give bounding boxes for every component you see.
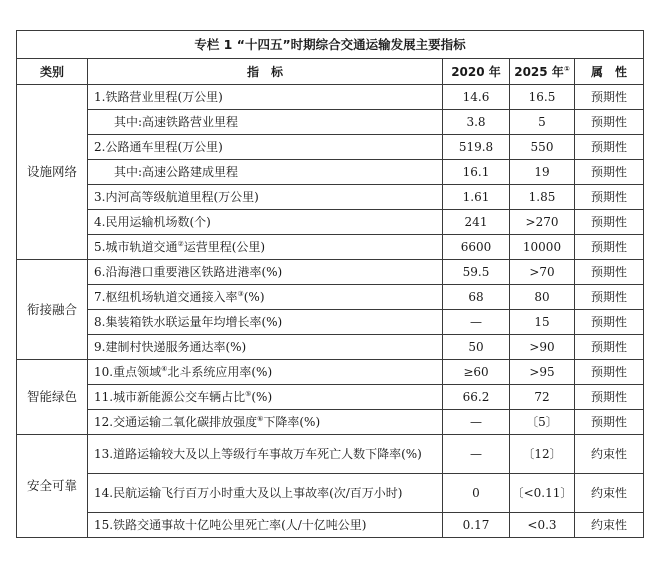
attribute-cell: 约束性 bbox=[575, 474, 644, 513]
header-2020: 2020 年 bbox=[443, 59, 510, 85]
indicator-cell: 9.建制村快递服务通达率(%) bbox=[88, 335, 443, 360]
value-2025: >70 bbox=[510, 260, 575, 285]
header-indicator: 指 标 bbox=[88, 59, 443, 85]
indicator-cell: 8.集装箱铁水联运量年均增长率(%) bbox=[88, 310, 443, 335]
value-2025: 550 bbox=[510, 135, 575, 160]
value-2025: >270 bbox=[510, 210, 575, 235]
indicator-cell: 15.铁路交通事故十亿吨公里死亡率(人/十亿吨公里) bbox=[88, 513, 443, 538]
value-2025: 1.85 bbox=[510, 185, 575, 210]
table-row bbox=[17, 260, 644, 285]
value-2020: 68 bbox=[443, 285, 510, 310]
indicator-cell bbox=[88, 385, 443, 410]
indicator-cell: 其中:高速公路建成里程 bbox=[88, 160, 443, 185]
table-row bbox=[17, 385, 644, 410]
value-2025: >90 bbox=[510, 335, 575, 360]
attribute-cell: 预期性 bbox=[575, 285, 644, 310]
attribute-cell: 预期性 bbox=[575, 85, 644, 110]
table-row bbox=[17, 160, 644, 185]
table-row bbox=[17, 310, 644, 335]
indicators-table bbox=[16, 30, 644, 538]
indicator-text: 7.枢纽机场轨道交通接入率 bbox=[94, 290, 238, 304]
indicator-text: 北斗系统应用率(%) bbox=[167, 365, 273, 379]
value-2020: — bbox=[443, 410, 510, 435]
table-row bbox=[17, 513, 644, 538]
value-2025: 〔<0.11〕 bbox=[510, 474, 575, 513]
header-2025-label: 2025 年 bbox=[514, 64, 564, 79]
category-smart-green: 智能绿色 bbox=[17, 360, 88, 435]
indicator-cell: 2.公路通车里程(万公里) bbox=[88, 135, 443, 160]
value-2020: 0.17 bbox=[443, 513, 510, 538]
table-row bbox=[17, 85, 644, 110]
indicator-text: 12.交通运输二氧化碳排放强度 bbox=[94, 415, 258, 429]
footnote-mark: ① bbox=[563, 64, 570, 73]
value-2020: 1.61 bbox=[443, 185, 510, 210]
value-2025: 〔5〕 bbox=[510, 410, 575, 435]
indicator-cell: 1.铁路营业里程(万公里) bbox=[88, 85, 443, 110]
table-row bbox=[17, 285, 644, 310]
footnote-mark: ③ bbox=[237, 290, 244, 298]
indicator-cell bbox=[88, 285, 443, 310]
header-category: 类别 bbox=[17, 59, 88, 85]
table-row bbox=[17, 185, 644, 210]
value-2020: 241 bbox=[443, 210, 510, 235]
value-2025: >95 bbox=[510, 360, 575, 385]
table-row bbox=[17, 110, 644, 135]
footnote-mark: ⑤ bbox=[245, 390, 252, 398]
indicator-cell: 其中:高速铁路营业里程 bbox=[88, 110, 443, 135]
indicator-text: 11.城市新能源公交车辆占比 bbox=[94, 390, 246, 404]
attribute-cell: 约束性 bbox=[575, 513, 644, 538]
footnote-mark: ② bbox=[177, 240, 184, 248]
value-2020: 0 bbox=[443, 474, 510, 513]
attribute-cell: 预期性 bbox=[575, 185, 644, 210]
value-2020: 14.6 bbox=[443, 85, 510, 110]
indicator-text: 运营里程(公里) bbox=[183, 240, 266, 254]
value-2020: — bbox=[443, 310, 510, 335]
value-2020: 3.8 bbox=[443, 110, 510, 135]
indicator-cell: 4.民用运输机场数(个) bbox=[88, 210, 443, 235]
attribute-cell: 预期性 bbox=[575, 260, 644, 285]
value-2025: 10000 bbox=[510, 235, 575, 260]
category-integration: 衔接融合 bbox=[17, 260, 88, 360]
value-2020: ≥60 bbox=[443, 360, 510, 385]
indicator-text: 10.重点领域 bbox=[94, 365, 162, 379]
table-row bbox=[17, 335, 644, 360]
indicator-text: 5.城市轨道交通 bbox=[94, 240, 178, 254]
value-2025: <0.3 bbox=[510, 513, 575, 538]
footnote-mark: ⑥ bbox=[257, 415, 264, 423]
value-2025: 80 bbox=[510, 285, 575, 310]
value-2025: 72 bbox=[510, 385, 575, 410]
indicator-cell: 14.民航运输飞行百万小时重大及以上事故率(次/百万小时) bbox=[88, 474, 443, 513]
value-2020: 66.2 bbox=[443, 385, 510, 410]
table-row bbox=[17, 235, 644, 260]
attribute-cell: 预期性 bbox=[575, 310, 644, 335]
indicator-cell: 13.道路运输较大及以上等级行车事故万车死亡人数下降率(%) bbox=[88, 435, 443, 474]
indicator-cell: 3.内河高等级航道里程(万公里) bbox=[88, 185, 443, 210]
value-2025: 5 bbox=[510, 110, 575, 135]
category-safety: 安全可靠 bbox=[17, 435, 88, 538]
table-row bbox=[17, 210, 644, 235]
value-2020: 59.5 bbox=[443, 260, 510, 285]
table-title: 专栏 1 “十四五”时期综合交通运输发展主要指标 bbox=[17, 31, 644, 59]
attribute-cell: 预期性 bbox=[575, 360, 644, 385]
table-row bbox=[17, 435, 644, 474]
table-row bbox=[17, 135, 644, 160]
attribute-cell: 预期性 bbox=[575, 160, 644, 185]
attribute-cell: 预期性 bbox=[575, 135, 644, 160]
indicator-cell bbox=[88, 410, 443, 435]
indicator-text: 下降率(%) bbox=[263, 415, 321, 429]
indicator-cell bbox=[88, 235, 443, 260]
attribute-cell: 约束性 bbox=[575, 435, 644, 474]
value-2020: 519.8 bbox=[443, 135, 510, 160]
attribute-cell: 预期性 bbox=[575, 110, 644, 135]
header-attribute: 属 性 bbox=[575, 59, 644, 85]
value-2020: 50 bbox=[443, 335, 510, 360]
attribute-cell: 预期性 bbox=[575, 335, 644, 360]
indicator-cell bbox=[88, 360, 443, 385]
table-row bbox=[17, 360, 644, 385]
value-2020: 16.1 bbox=[443, 160, 510, 185]
attribute-cell: 预期性 bbox=[575, 235, 644, 260]
table-row bbox=[17, 410, 644, 435]
indicator-text: (%) bbox=[251, 390, 273, 404]
value-2020: — bbox=[443, 435, 510, 474]
attribute-cell: 预期性 bbox=[575, 385, 644, 410]
attribute-cell: 预期性 bbox=[575, 210, 644, 235]
footnote-mark: ④ bbox=[161, 365, 168, 373]
table-row bbox=[17, 474, 644, 513]
category-facilities: 设施网络 bbox=[17, 85, 88, 260]
value-2025: 15 bbox=[510, 310, 575, 335]
header-2025 bbox=[510, 59, 575, 85]
indicator-cell: 6.沿海港口重要港区铁路进港率(%) bbox=[88, 260, 443, 285]
value-2025: 16.5 bbox=[510, 85, 575, 110]
value-2020: 6600 bbox=[443, 235, 510, 260]
attribute-cell: 预期性 bbox=[575, 410, 644, 435]
value-2025: 〔12〕 bbox=[510, 435, 575, 474]
indicator-text: (%) bbox=[243, 290, 265, 304]
value-2025: 19 bbox=[510, 160, 575, 185]
